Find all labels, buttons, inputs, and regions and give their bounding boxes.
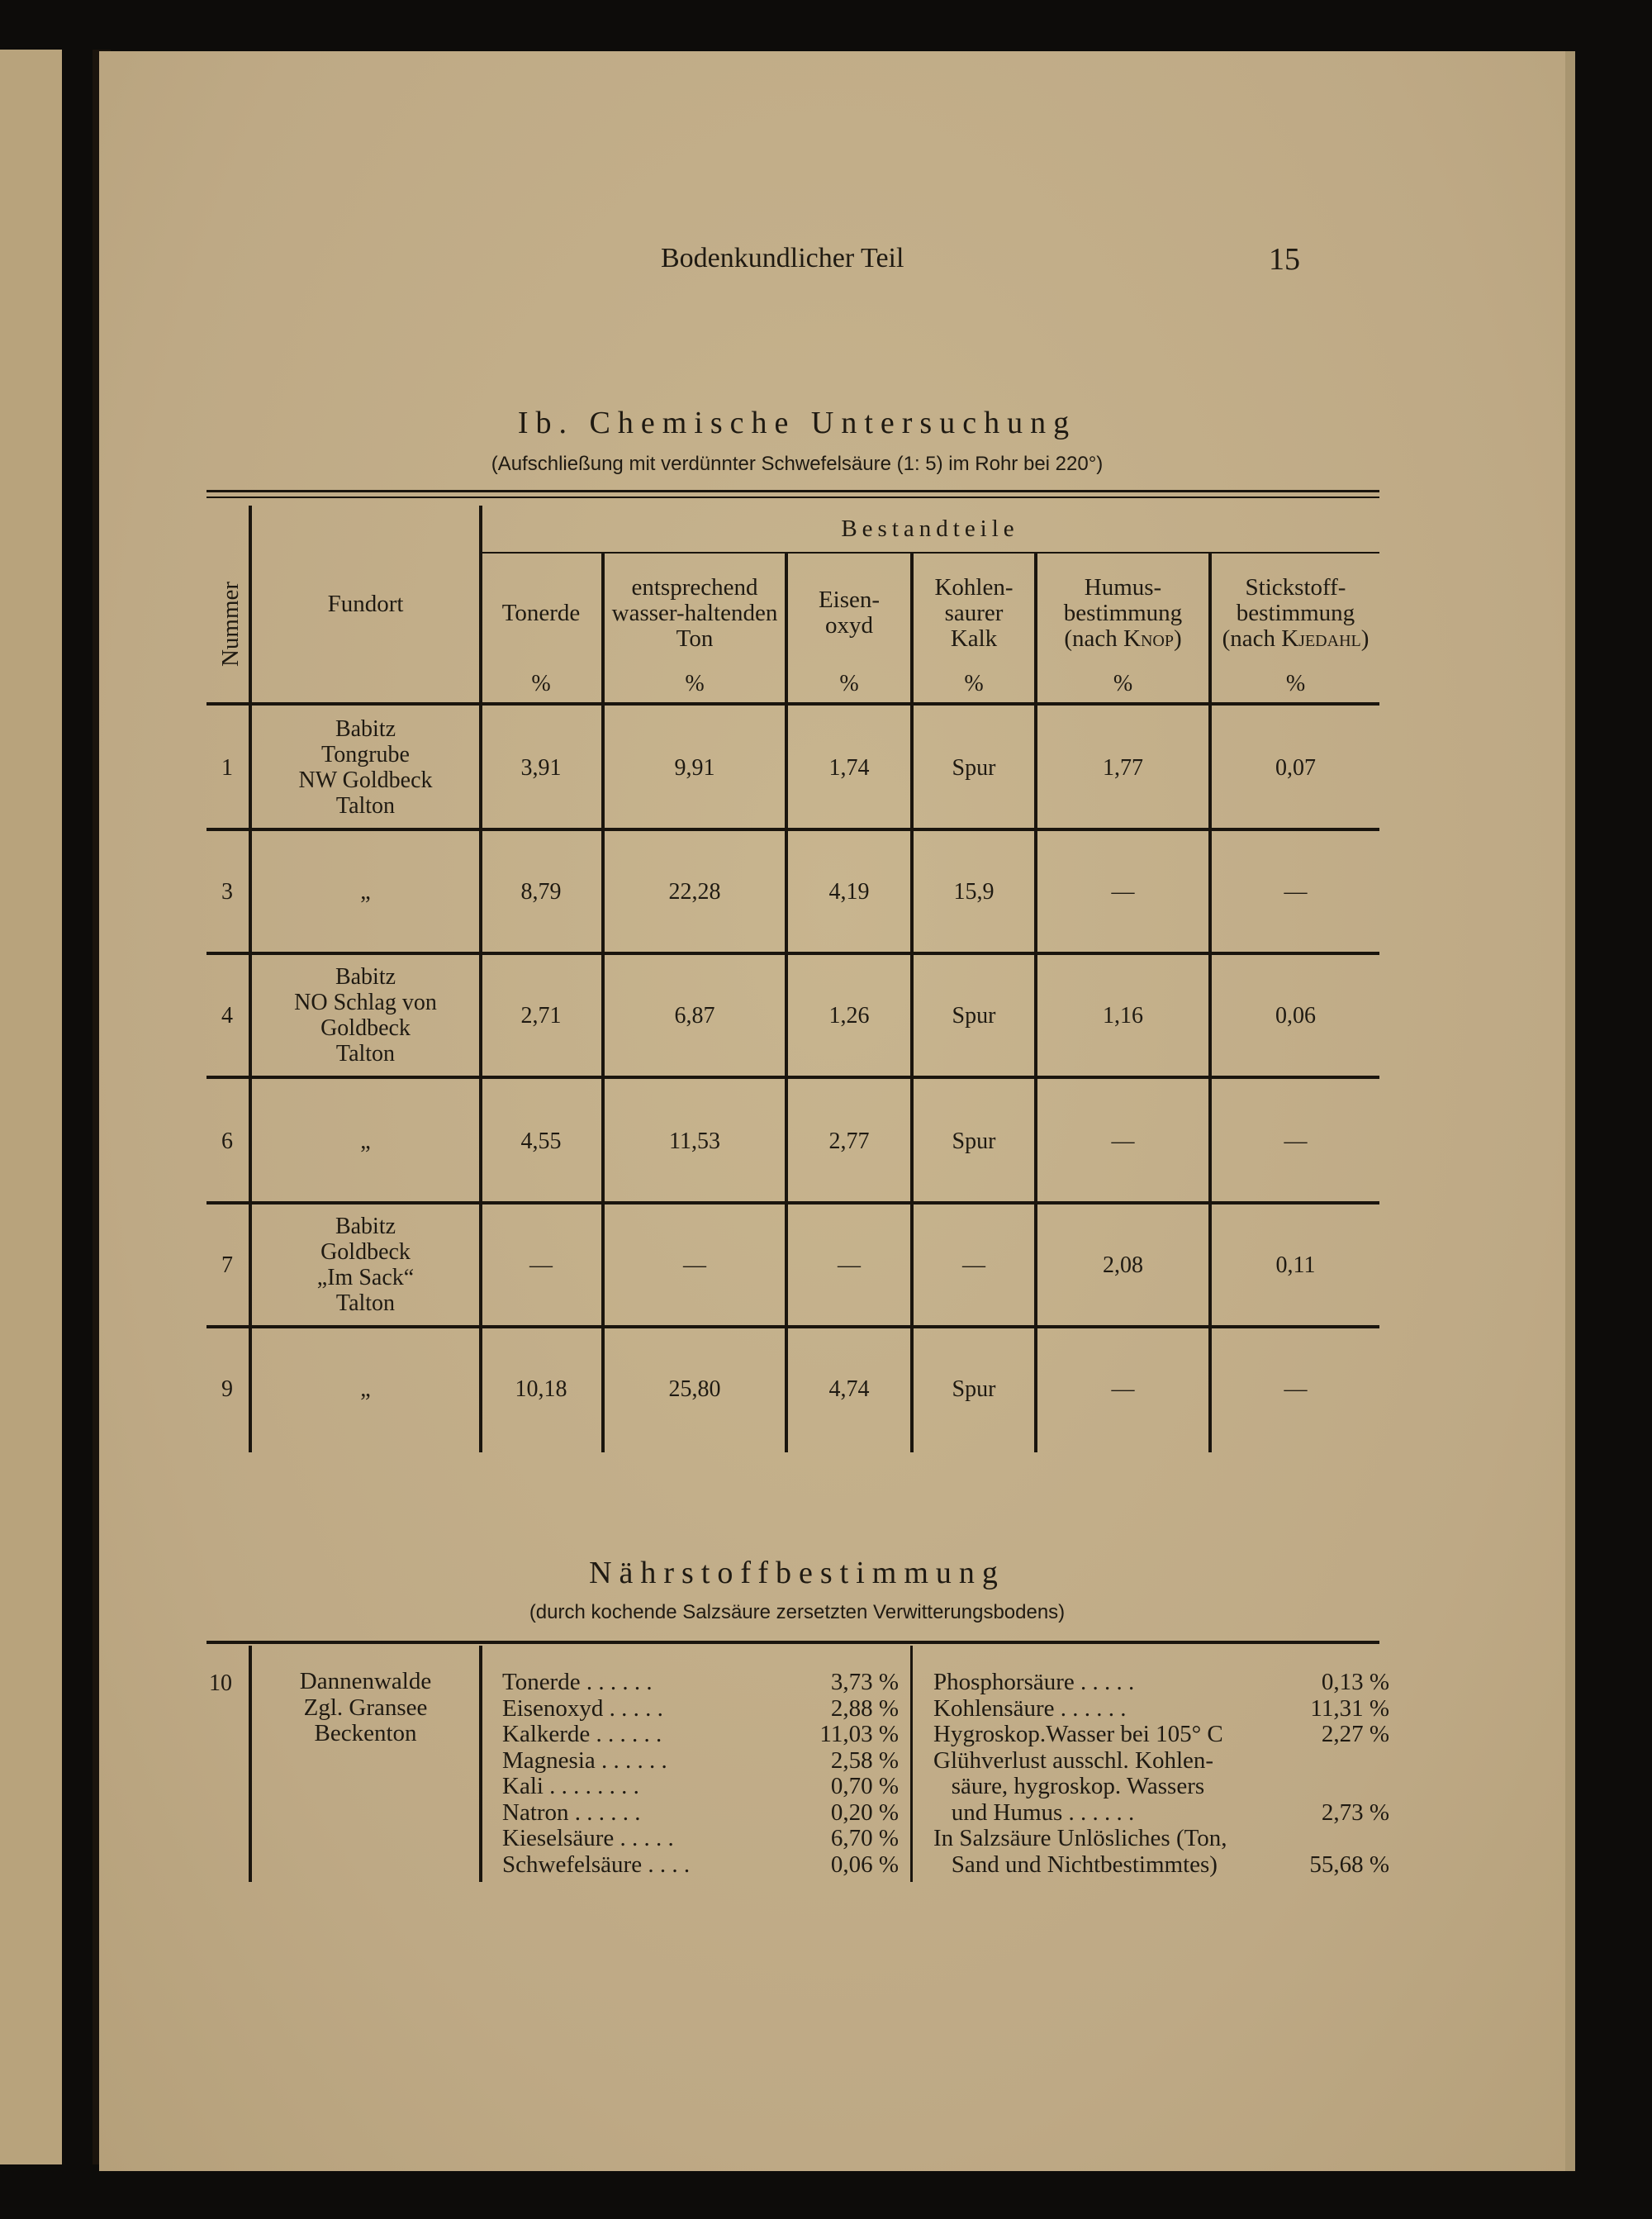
fundort-line: „ bbox=[360, 1376, 371, 1402]
col-header-stickstoff: Stickstoff-bestimmung (nach Kjedahl) bbox=[1222, 573, 1370, 652]
table2-nummer: 10 bbox=[209, 1670, 232, 1696]
table2-title: Nährstoffbestimmung bbox=[589, 1556, 1005, 1590]
row-value: — bbox=[529, 1252, 553, 1278]
row-value: — bbox=[1111, 1128, 1135, 1154]
col-header-ton: entsprechend wasser-haltenden Ton bbox=[611, 573, 778, 652]
row-value: Spur bbox=[952, 1002, 996, 1029]
nutrient-value: 55,68 % bbox=[1309, 1851, 1389, 1878]
row-value: — bbox=[1284, 1376, 1308, 1402]
fundort-line: „Im Sack“ bbox=[316, 1265, 415, 1290]
fundort-line: „ bbox=[360, 878, 371, 905]
row-value: 8,79 bbox=[520, 878, 562, 905]
unit-humus: % bbox=[1113, 671, 1133, 696]
row-value: 1,16 bbox=[1103, 1002, 1143, 1029]
nutrient-label: Glühverlust ausschl. Kohlen- bbox=[933, 1746, 1214, 1774]
nutrient-list-right bbox=[933, 1670, 1389, 1878]
col-header-kalk: Kohlen-saurer Kalk bbox=[934, 573, 1014, 652]
nutrient-row bbox=[933, 1826, 1389, 1852]
nutrient-row bbox=[933, 1670, 1389, 1696]
nutrient-row bbox=[502, 1670, 899, 1696]
fundort-line: Talton bbox=[335, 793, 396, 819]
unit-tonerde: % bbox=[531, 671, 551, 696]
col-header-tonerde: Tonerde bbox=[501, 599, 581, 626]
table1-subtitle: (Aufschließung mit verdünnter Schwefelsäure (1: 5) im Rohr bei 220°) bbox=[491, 453, 1104, 475]
nutrient-row bbox=[933, 1748, 1389, 1775]
nutrient-label: In Salzsäure Unlösliches (Ton, bbox=[933, 1825, 1227, 1851]
row-value: 0,06 bbox=[1275, 1002, 1316, 1029]
row-value: 1,74 bbox=[828, 754, 870, 781]
row-value: — bbox=[1284, 878, 1308, 905]
table1-title: Ib. Chemische Untersuchung bbox=[517, 406, 1077, 440]
row-nummer: 6 bbox=[221, 1128, 233, 1154]
nutrient-label: Magnesia . . . . . . bbox=[502, 1746, 667, 1774]
fundort-line: NO Schlag von bbox=[294, 990, 437, 1015]
table1-row-rule bbox=[206, 1076, 1379, 1079]
table1-top-rule bbox=[206, 490, 1379, 492]
row-fundort bbox=[252, 1082, 479, 1200]
row-value: 25,80 bbox=[668, 1376, 721, 1402]
nutrient-value: 2,88 % bbox=[830, 1694, 899, 1722]
row-fundort bbox=[252, 709, 479, 826]
fundort-line: NW Goldbeck bbox=[298, 767, 433, 793]
unit-kalk: % bbox=[964, 671, 984, 696]
row-value: 2,08 bbox=[1103, 1252, 1143, 1278]
nutrient-row bbox=[933, 1696, 1389, 1722]
nutrient-value: 2,58 % bbox=[830, 1746, 899, 1774]
fundort-line: Tongrube bbox=[321, 742, 410, 767]
nutrient-value: 3,73 % bbox=[830, 1669, 899, 1695]
fundort-line: Babitz bbox=[335, 1214, 396, 1239]
nutrient-label: Sand und Nichtbestimmtes) bbox=[933, 1851, 1218, 1878]
table1-row-rule bbox=[206, 1325, 1379, 1328]
row-value: 2,71 bbox=[520, 1002, 562, 1029]
nutrient-value: 6,70 % bbox=[830, 1825, 899, 1851]
nutrient-row bbox=[502, 1748, 899, 1775]
row-value: 11,53 bbox=[669, 1128, 720, 1154]
nutrient-label: Hygroskop.Wasser bei 105° C bbox=[933, 1721, 1223, 1747]
row-value: 0,11 bbox=[1275, 1252, 1316, 1278]
nutrient-value: 11,03 % bbox=[819, 1721, 899, 1747]
nutrient-label: Natron . . . . . . bbox=[502, 1798, 641, 1826]
nutrient-row bbox=[502, 1826, 899, 1852]
nutrient-label: Kali . . . . . . . . bbox=[502, 1773, 639, 1799]
row-value: — bbox=[1284, 1128, 1308, 1154]
table1-row-rule bbox=[206, 952, 1379, 955]
row-nummer: 3 bbox=[221, 878, 233, 905]
table2-top-rule bbox=[206, 1641, 1379, 1644]
row-value: 6,87 bbox=[674, 1002, 715, 1029]
row-value: — bbox=[838, 1252, 861, 1278]
nutrient-label: Eisenoxyd . . . . . bbox=[502, 1694, 663, 1722]
table1-group-rule bbox=[481, 552, 1379, 554]
fundort-header: Fundort bbox=[327, 590, 404, 617]
fundort-line: Babitz bbox=[335, 964, 396, 990]
table2-col-rule bbox=[910, 1646, 913, 1882]
table2-fundort: Dannenwalde Zgl. Gransee Beckenton bbox=[299, 1668, 432, 1746]
fundort-line: Babitz bbox=[335, 716, 396, 742]
row-value: 3,91 bbox=[520, 754, 562, 781]
nutrient-row bbox=[502, 1852, 899, 1879]
row-value: 4,74 bbox=[828, 1376, 870, 1402]
table2-col-rule bbox=[479, 1646, 482, 1882]
fundort-line: Goldbeck bbox=[320, 1239, 411, 1265]
row-value: 1,26 bbox=[828, 1002, 870, 1029]
row-value: — bbox=[1111, 878, 1135, 905]
col-header-humus: Humus-bestimmung (nach Knop) bbox=[1063, 573, 1183, 652]
adjacent-page-edge bbox=[0, 50, 62, 2164]
fundort-line: „ bbox=[360, 1128, 371, 1154]
nutrient-value: 2,27 % bbox=[1321, 1721, 1389, 1747]
table1-row-rule bbox=[206, 828, 1379, 831]
nutrient-value: 11,31 % bbox=[1310, 1694, 1389, 1722]
row-value: 0,07 bbox=[1275, 754, 1316, 781]
row-value: 4,19 bbox=[828, 878, 870, 905]
page-number: 15 bbox=[1269, 242, 1300, 277]
row-value: — bbox=[1111, 1376, 1135, 1402]
row-value: Spur bbox=[952, 1128, 996, 1154]
row-value: 1,77 bbox=[1103, 754, 1143, 781]
nutrient-value: 0,06 % bbox=[830, 1851, 899, 1878]
row-nummer: 9 bbox=[221, 1376, 233, 1402]
unit-ton: % bbox=[685, 671, 705, 696]
nummer-header: Nummer bbox=[217, 581, 244, 667]
nutrient-row bbox=[502, 1774, 899, 1800]
row-value: — bbox=[683, 1252, 706, 1278]
nutrient-value: 2,73 % bbox=[1321, 1798, 1389, 1826]
running-title: Bodenkundlicher Teil bbox=[661, 243, 904, 273]
row-fundort bbox=[252, 1206, 479, 1323]
nutrient-label: Phosphorsäure . . . . . bbox=[933, 1669, 1135, 1695]
row-nummer: 7 bbox=[221, 1252, 233, 1278]
fundort-line: Talton bbox=[335, 1290, 396, 1316]
nutrient-value: 0,70 % bbox=[830, 1773, 899, 1799]
row-value: 4,55 bbox=[520, 1128, 562, 1154]
nutrient-label: Schwefelsäure . . . . bbox=[502, 1851, 691, 1878]
row-value: 15,9 bbox=[953, 878, 995, 905]
nutrient-label: säure, hygroskop. Wassers bbox=[933, 1773, 1205, 1799]
row-fundort bbox=[252, 957, 479, 1074]
row-nummer: 4 bbox=[221, 1002, 233, 1029]
nutrient-label: Kalkerde . . . . . . bbox=[502, 1721, 662, 1747]
fundort-line: Talton bbox=[335, 1041, 396, 1067]
bestandteile-header: Bestandteile bbox=[841, 515, 1019, 542]
table1-row-rule bbox=[206, 1201, 1379, 1205]
unit-eisenoxyd: % bbox=[839, 671, 859, 696]
nutrient-list-left bbox=[502, 1670, 899, 1878]
unit-stickstoff: % bbox=[1285, 671, 1306, 696]
nutrient-label: Kohlensäure . . . . . . bbox=[933, 1694, 1127, 1722]
nutrient-value: 0,13 % bbox=[1321, 1669, 1389, 1695]
nutrient-value: 0,20 % bbox=[830, 1798, 899, 1826]
col-header-eisenoxyd: Eisen-oxyd bbox=[818, 587, 881, 639]
nutrient-row bbox=[502, 1800, 899, 1827]
nutrient-row bbox=[933, 1774, 1389, 1800]
row-value: Spur bbox=[952, 1376, 996, 1402]
nutrient-row bbox=[933, 1800, 1389, 1827]
nutrient-row bbox=[933, 1722, 1389, 1748]
row-value: 2,77 bbox=[828, 1128, 870, 1154]
table2-subtitle: (durch kochende Salzsäure zersetzten Verwitterungsbodens) bbox=[529, 1601, 1066, 1623]
page-edge bbox=[1565, 51, 1575, 2171]
fundort-line: Goldbeck bbox=[320, 1015, 411, 1041]
nutrient-row bbox=[502, 1722, 899, 1748]
nutrient-label: Tonerde . . . . . . bbox=[502, 1669, 653, 1695]
table1-top-rule-thin bbox=[206, 497, 1379, 498]
nutrient-row bbox=[933, 1852, 1389, 1879]
row-fundort bbox=[252, 1330, 479, 1447]
table1-header-rule bbox=[206, 702, 1379, 706]
row-value: 10,18 bbox=[515, 1376, 567, 1402]
nutrient-label: Kieselsäure . . . . . bbox=[502, 1825, 674, 1851]
row-value: 9,91 bbox=[674, 754, 715, 781]
row-value: Spur bbox=[952, 754, 996, 781]
row-value: — bbox=[962, 1252, 985, 1278]
row-nummer: 1 bbox=[221, 754, 233, 781]
nutrient-row bbox=[502, 1696, 899, 1722]
row-fundort bbox=[252, 833, 479, 950]
row-value: 22,28 bbox=[668, 878, 721, 905]
nutrient-label: und Humus . . . . . . bbox=[933, 1798, 1135, 1826]
